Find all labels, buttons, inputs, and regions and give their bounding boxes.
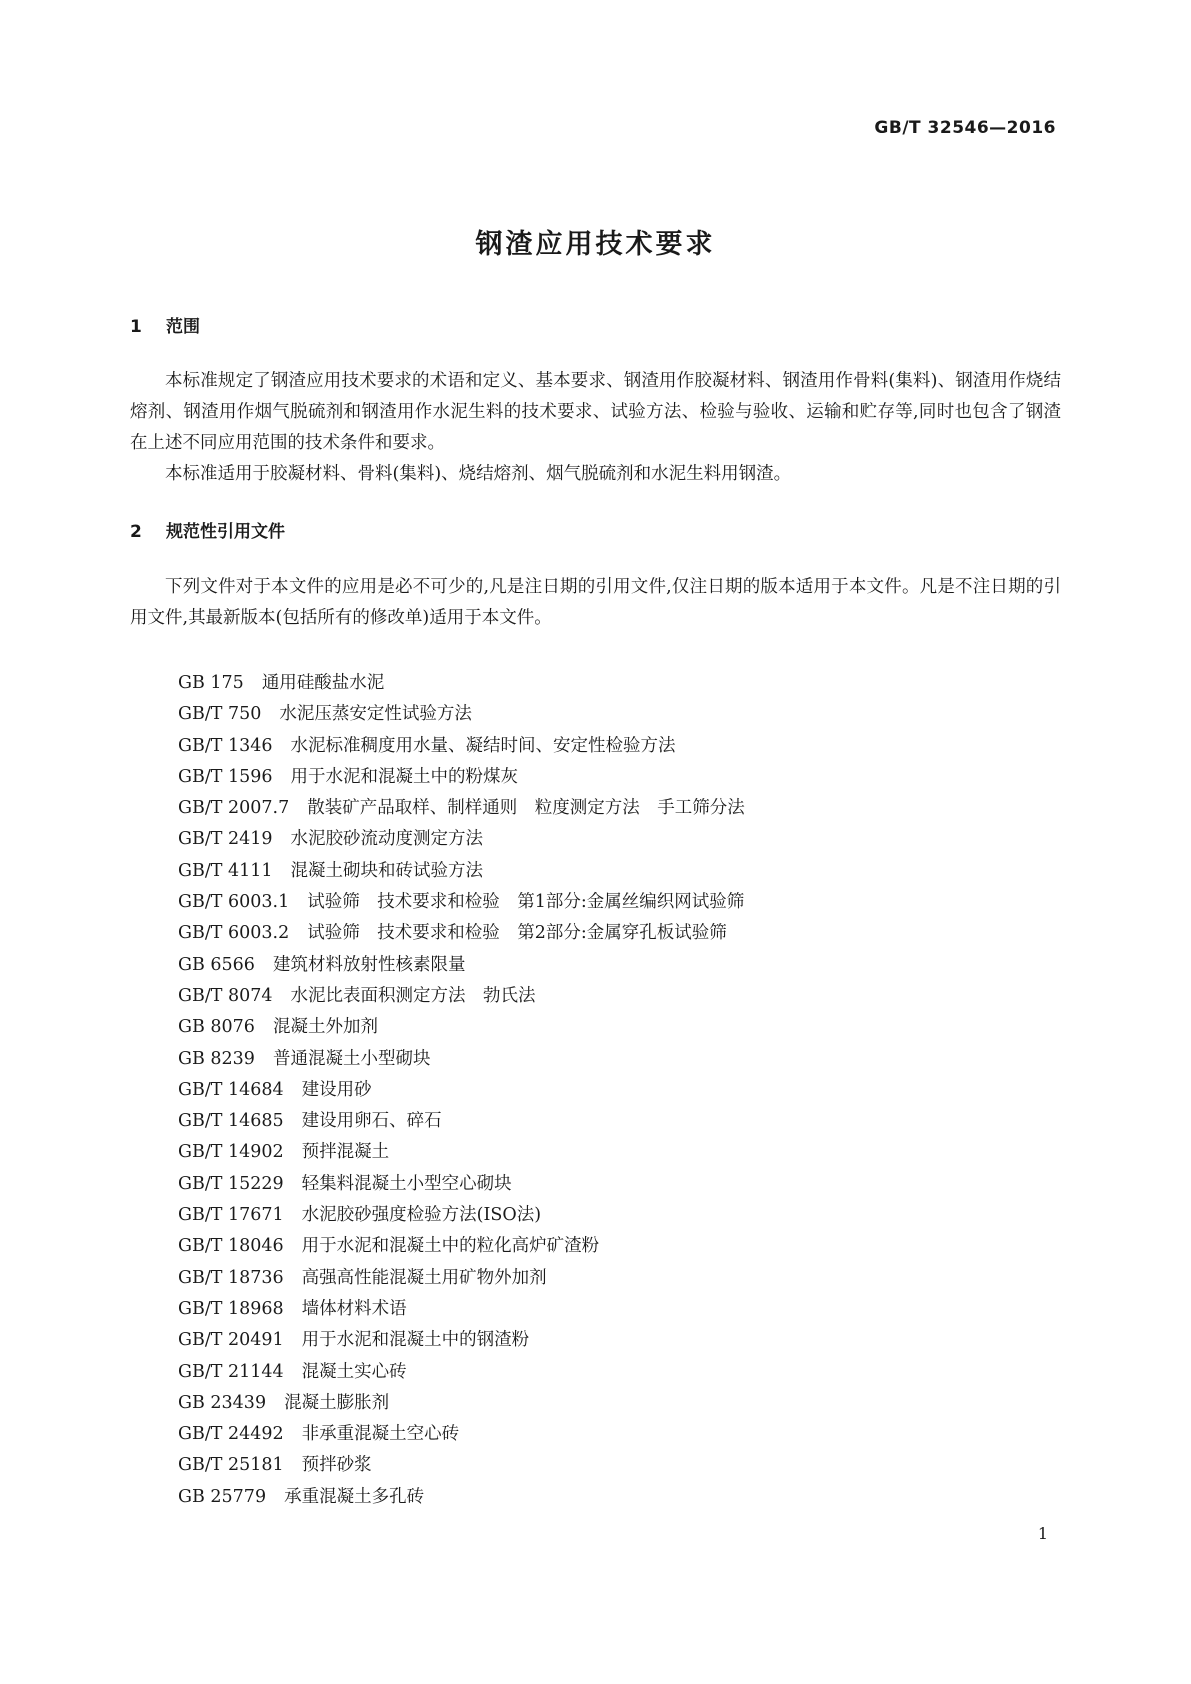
- reference-code: GB/T 2419: [178, 829, 273, 850]
- reference-item: [178, 1169, 745, 1200]
- reference-item: [178, 1419, 745, 1450]
- reference-title: 建筑材料放射性核素限量: [272, 954, 466, 975]
- reference-item: [178, 1450, 745, 1481]
- reference-item: [178, 1137, 745, 1168]
- reference-code: GB/T 14684: [178, 1079, 284, 1100]
- reference-item: [178, 1012, 745, 1043]
- reference-item: [178, 1357, 745, 1388]
- reference-title: 通用硅酸盐水泥: [261, 673, 385, 693]
- reference-code: GB 25779: [178, 1486, 267, 1507]
- reference-code: GB/T 18046: [178, 1236, 284, 1257]
- reference-title: 散装矿产品取样、制样通则 粒度测定方法 手工筛分法: [307, 798, 745, 819]
- reference-code: GB 8076: [178, 1017, 255, 1038]
- reference-title: 试验筛 技术要求和检验 第1部分:金属丝编织网试验筛: [307, 892, 745, 913]
- reference-item: [178, 1482, 745, 1513]
- reference-item: [178, 1294, 745, 1325]
- reference-item: [178, 887, 745, 918]
- reference-item: [178, 1263, 745, 1294]
- reference-code: GB/T 1346: [178, 735, 273, 756]
- reference-item: [178, 1325, 745, 1356]
- document-title: 钢渣应用技术要求: [475, 229, 716, 260]
- reference-title: 普通混凝土小型砌块: [272, 1048, 431, 1069]
- reference-item: [178, 793, 745, 824]
- reference-title: 轻集料混凝土小型空心砌块: [301, 1173, 512, 1194]
- page-number: 1: [1037, 1524, 1048, 1543]
- reference-title: 水泥压蒸安定性试验方法: [279, 704, 472, 725]
- reference-title: 用于水泥和混凝土中的粉煤灰: [290, 766, 519, 787]
- reference-code: GB/T 6003.1: [178, 892, 290, 913]
- reference-title: 预拌砂浆: [301, 1455, 372, 1476]
- reference-title: 试验筛 技术要求和检验 第2部分:金属穿孔板试验筛: [307, 923, 727, 944]
- reference-code: GB 23439: [178, 1392, 267, 1413]
- reference-title: 混凝土外加剂: [272, 1017, 378, 1038]
- reference-title: 高强高性能混凝土用矿物外加剂: [301, 1267, 547, 1288]
- normative-reference-list: [178, 668, 745, 1513]
- reference-code: GB/T 20491: [178, 1330, 284, 1351]
- reference-item: [178, 1044, 745, 1075]
- reference-item: [178, 1388, 745, 1419]
- reference-item: [178, 824, 745, 855]
- reference-item: [178, 950, 745, 981]
- reference-item: [178, 1075, 745, 1106]
- reference-item: [178, 981, 745, 1012]
- reference-item: [178, 731, 745, 762]
- reference-title: 墙体材料术语: [301, 1298, 407, 1319]
- reference-code: GB/T 18736: [178, 1267, 284, 1288]
- reference-title: 用于水泥和混凝土中的粒化高炉矿渣粉: [301, 1236, 600, 1257]
- reference-title: 水泥比表面积测定方法 勃氏法: [290, 985, 536, 1006]
- reference-code: GB/T 25181: [178, 1455, 284, 1476]
- reference-title: 混凝土膨胀剂: [284, 1392, 390, 1413]
- reference-code: GB/T 2007.7: [178, 798, 290, 819]
- reference-item: [178, 762, 745, 793]
- reference-item: [178, 918, 745, 949]
- reference-item: [178, 1200, 745, 1231]
- section-2-number: 2: [130, 522, 142, 542]
- reference-item: [178, 856, 745, 887]
- reference-code: GB/T 14685: [178, 1111, 284, 1132]
- reference-code: GB/T 15229: [178, 1173, 284, 1194]
- reference-code: GB/T 1596: [178, 766, 273, 787]
- reference-title: 预拌混凝土: [301, 1142, 390, 1163]
- reference-code: GB 175: [178, 673, 244, 693]
- reference-title: 建设用砂: [301, 1079, 372, 1100]
- reference-title: 承重混凝土多孔砖: [284, 1486, 425, 1507]
- reference-code: GB/T 18968: [178, 1298, 284, 1319]
- standard-number: GB/T 32546—2016: [874, 118, 1056, 138]
- reference-title: 水泥标准稠度用水量、凝结时间、安定性检验方法: [290, 735, 676, 756]
- reference-code: GB 6566: [178, 954, 255, 975]
- section-2-title: 规范性引用文件: [166, 522, 285, 542]
- reference-title: 用于水泥和混凝土中的钢渣粉: [301, 1330, 530, 1351]
- reference-code: GB/T 750: [178, 704, 262, 725]
- reference-title: 水泥胶砂强度检验方法(ISO法): [301, 1205, 542, 1226]
- section-1-number: 1: [130, 317, 142, 337]
- reference-code: GB/T 24492: [178, 1424, 284, 1445]
- section-1-paragraph-1: 本标准规定了钢渣应用技术要求的术语和定义、基本要求、钢渣用作胶凝材料、钢渣用作骨料(集料)、钢渣用作烧结熔剂、钢渣用作烟气脱硫剂和钢渣用作水泥生料的技术要求、试验方法、检验与验收、运输和贮存等,同时也包含了钢渣在上述不同应用范围的技术条件和要求。: [130, 371, 1061, 453]
- reference-code: GB/T 21144: [178, 1361, 284, 1382]
- reference-title: 建设用卵石、碎石: [301, 1111, 442, 1132]
- reference-code: GB/T 4111: [178, 860, 273, 881]
- reference-code: GB/T 8074: [178, 985, 273, 1006]
- section-2-paragraph-1: 下列文件对于本文件的应用是必不可少的,凡是注日期的引用文件,仅注日期的版本适用于本文件。凡是不注日期的引用文件,其最新版本(包括所有的修改单)适用于本文件。: [130, 577, 1061, 628]
- section-1-title: 范围: [166, 317, 200, 337]
- reference-title: 非承重混凝土空心砖: [301, 1424, 460, 1445]
- reference-item: [178, 668, 745, 699]
- reference-title: 混凝土砌块和砖试验方法: [290, 860, 484, 881]
- section-2-heading: [130, 517, 285, 542]
- section-1-paragraph-2: 本标准适用于胶凝材料、骨料(集料)、烧结熔剂、烟气脱硫剂和水泥生料用钢渣。: [165, 464, 792, 484]
- section-1-heading: [130, 312, 200, 337]
- reference-code: GB/T 6003.2: [178, 923, 290, 944]
- reference-code: GB/T 17671: [178, 1205, 284, 1226]
- reference-item: [178, 1231, 745, 1262]
- reference-title: 水泥胶砂流动度测定方法: [290, 829, 484, 850]
- reference-code: GB/T 14902: [178, 1142, 284, 1163]
- reference-title: 混凝土实心砖: [301, 1361, 407, 1382]
- reference-code: GB 8239: [178, 1048, 255, 1069]
- reference-item: [178, 699, 745, 730]
- reference-item: [178, 1106, 745, 1137]
